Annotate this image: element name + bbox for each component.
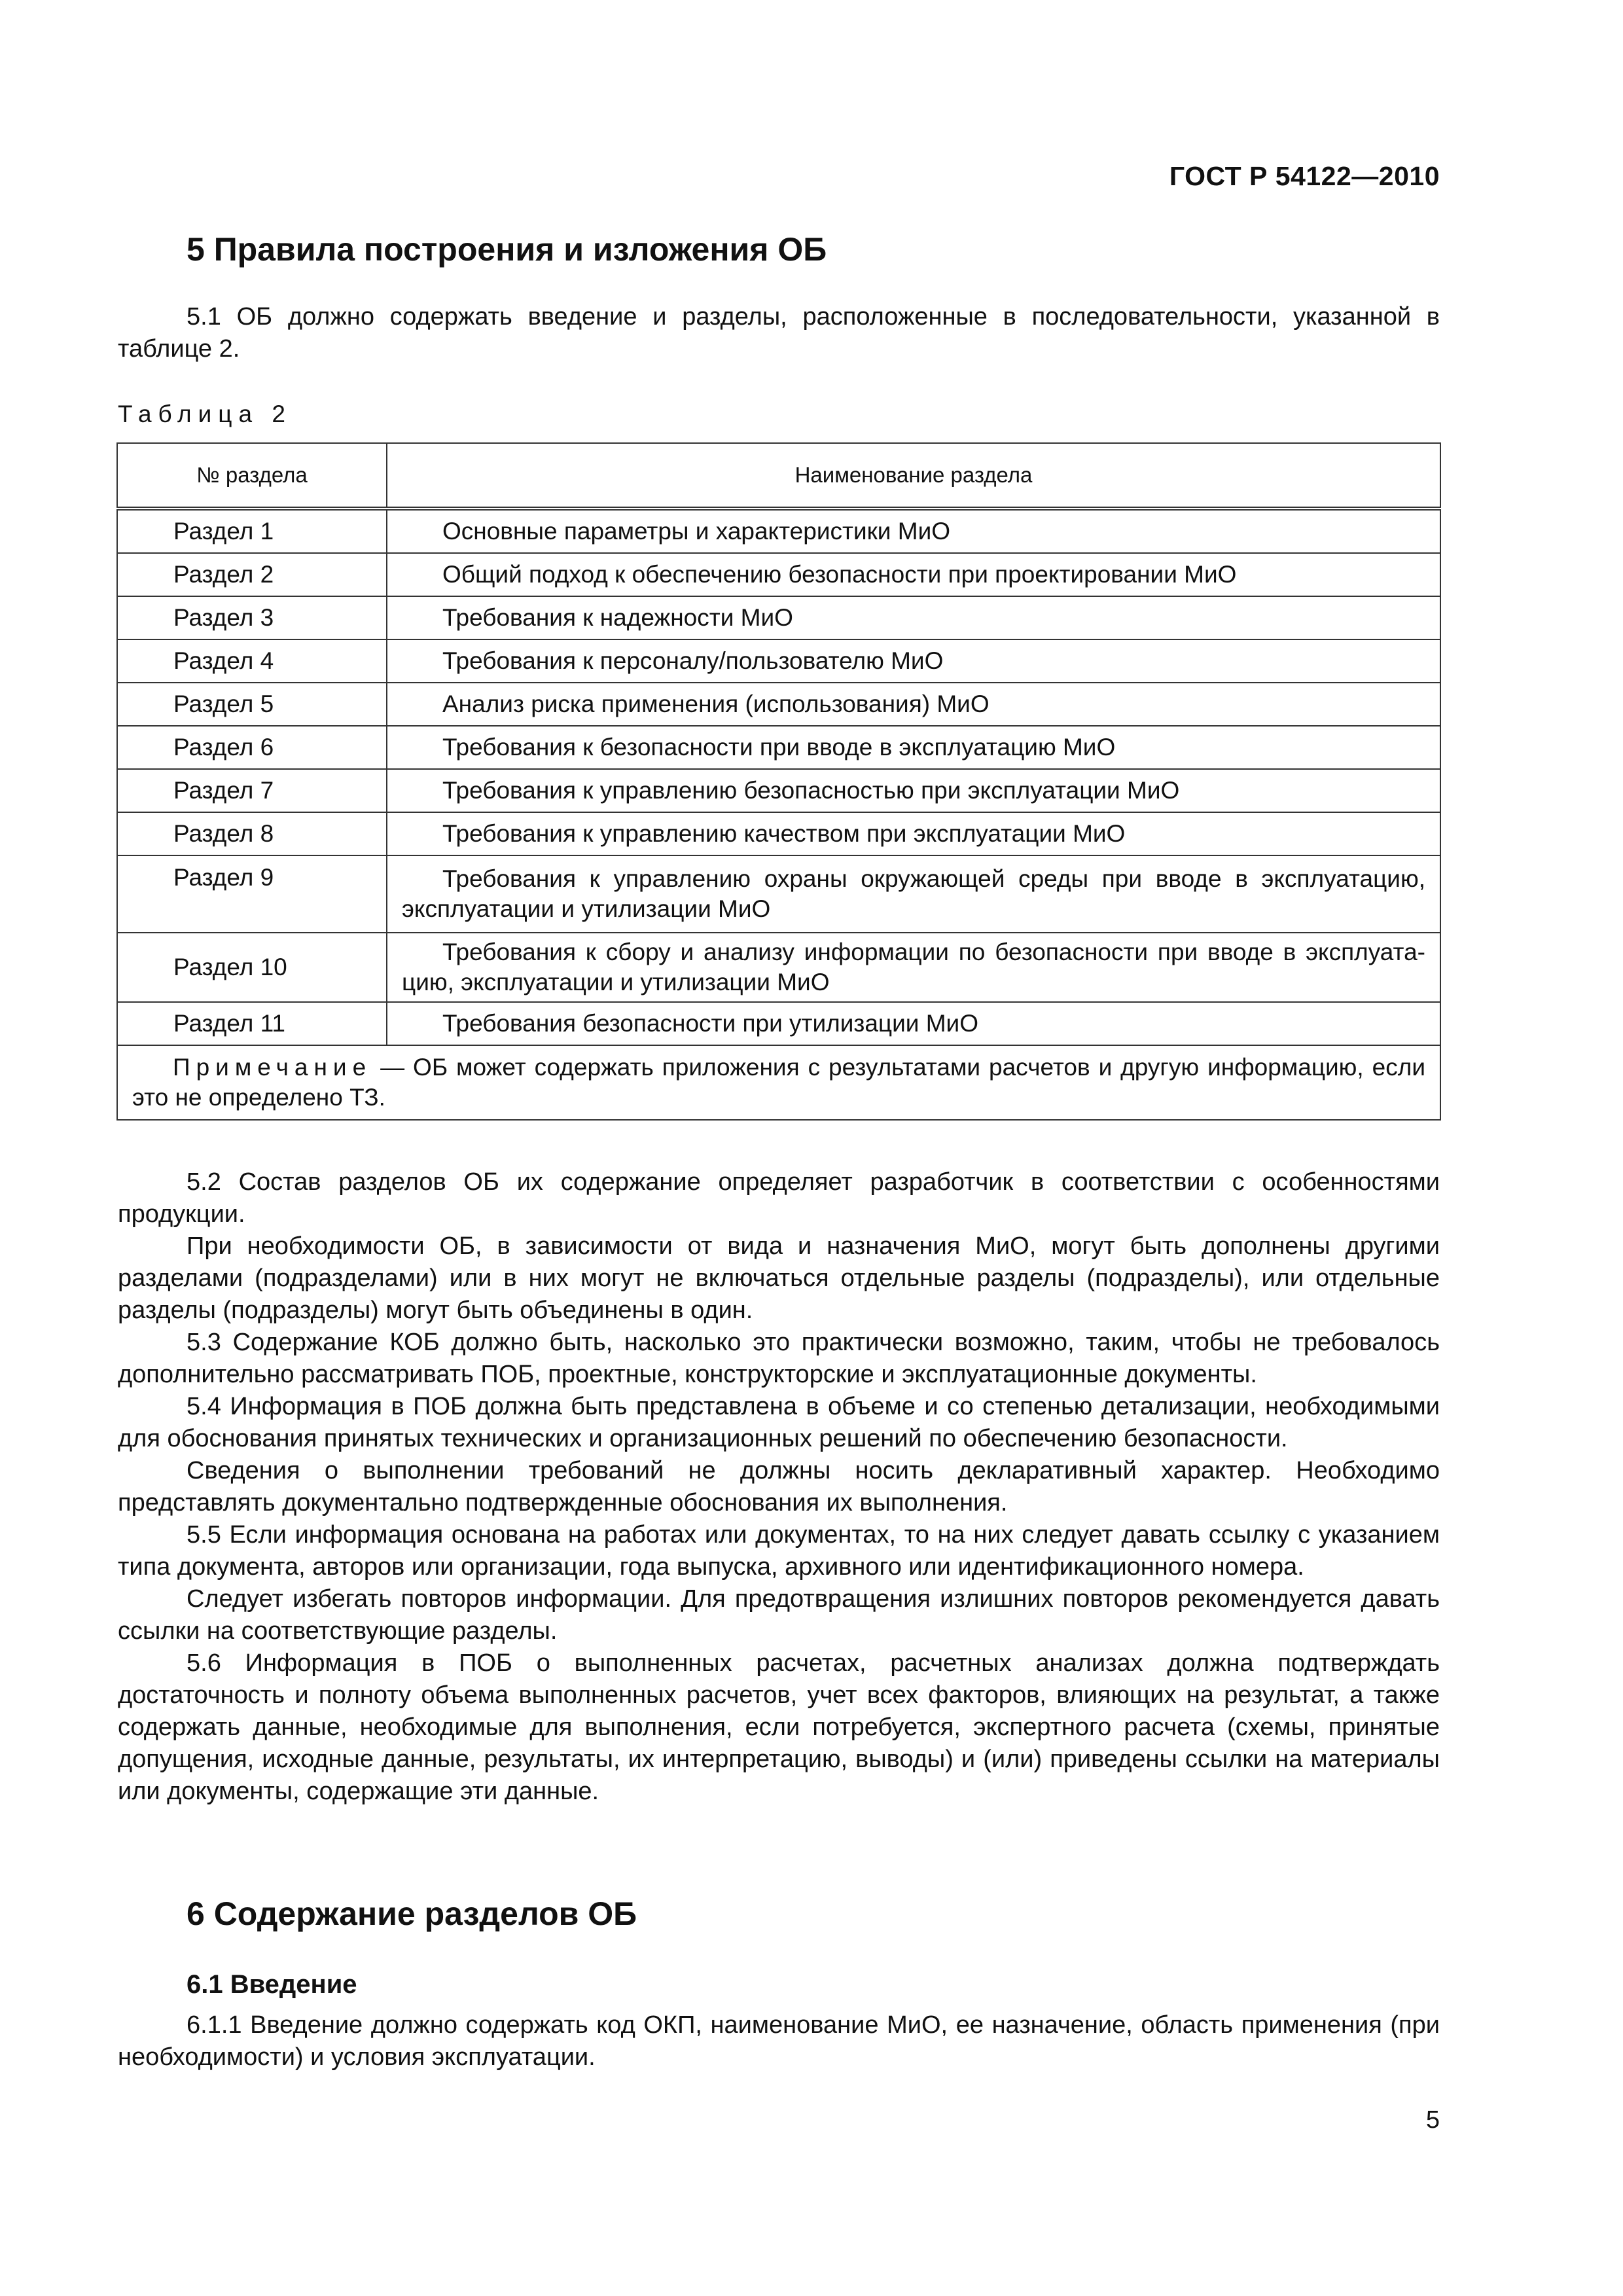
paragraph: При необходимости ОБ, в зависимости от вида и назначения МиО, могут быть дополнены другими разделами (подразделами) или в них могут не включаться отдельные разделы (подразделы), или отдельные разделы (подразделы) могут быть объединены в один. <box>118 1232 1440 1324</box>
section-6-heading: 6 Содержание разделов ОБ <box>187 1895 637 1932</box>
section-number-cell: Раздел 2 <box>117 553 387 596</box>
table-note-row <box>117 1045 1440 1120</box>
table-row <box>117 509 1440 553</box>
table-row <box>117 812 1440 855</box>
section-name-cell: Требования к управлению качеством при эксплуатации МиО <box>387 812 1440 855</box>
section-number-cell: Раздел 8 <box>117 812 387 855</box>
paragraph-6-1-1: 6.1.1 Введение должно содержать код ОКП, наименование МиО, ее назначение, область применения (при необходимости) и условия эксплуатации. <box>118 2011 1440 2071</box>
paragraph-6-1-1-block <box>118 2009 1440 2073</box>
paragraph: 5.2 Состав разделов ОБ их содержание определяет разработчик в соответствии с особенностями продукции. <box>118 1168 1440 1228</box>
table-row <box>117 683 1440 726</box>
section-name-cell: Требования к безопасности при вводе в эксплуатацию МиО <box>387 726 1440 769</box>
table-row <box>117 639 1440 683</box>
paragraph: 5.5 Если информация основана на работах или документах, то на них следует давать ссылку с указанием типа документа, авторов или организации, года выпуска, архивного или идентификационного номера. <box>118 1521 1440 1581</box>
column-header-name: Наименование раздела <box>387 443 1440 509</box>
table-row <box>117 553 1440 596</box>
section-number-cell: Раздел 6 <box>117 726 387 769</box>
section-name-cell: Требования к управлению охраны окружающей среды при вводе в эксплуатацию, эксплуатации и утилизации МиО <box>387 855 1440 933</box>
section-number-cell: Раздел 1 <box>117 509 387 553</box>
section-name-cell: Общий подход к обеспечению безопасности при проектировании МиО <box>387 553 1440 596</box>
paragraph: 5.4 Информация в ПОБ должна быть представлена в объеме и со степенью детализации, необходимыми для обоснования принятых технических и организационных решений по обеспечению безопасности. <box>118 1393 1440 1452</box>
section-name-cell: Анализ риска применения (использования) МиО <box>387 683 1440 726</box>
note-label: Примечание <box>173 1054 372 1081</box>
section-name-cell: Требования к сбору и анализу информации по безопасности при вводе в эксплуата-цию, эксплуатации и утилизации МиО <box>387 933 1440 1002</box>
sections-table <box>116 442 1441 1121</box>
table-row <box>117 855 1440 933</box>
table-header-row <box>117 443 1440 509</box>
section-number-cell: Раздел 7 <box>117 769 387 812</box>
section-number-cell: Раздел 3 <box>117 596 387 639</box>
paragraph: Следует избегать повторов информации. Для предотвращения излишних повторов рекомендуется давать ссылки на соответствующие разделы. <box>118 1585 1440 1645</box>
page-number: 5 <box>1425 2106 1440 2134</box>
section-5-heading: 5 Правила построения и изложения ОБ <box>187 231 827 268</box>
section-number-cell: Раздел 5 <box>117 683 387 726</box>
table-caption: Таблица 2 <box>118 401 292 427</box>
section-number-cell: Раздел 9 <box>117 855 387 933</box>
paragraph-5-1: 5.1 ОБ должно содержать введение и разделы, расположенные в последовательности, указанной в таблице 2. <box>118 303 1440 363</box>
table-row <box>117 596 1440 639</box>
section-number-cell: Раздел 10 <box>117 933 387 1002</box>
table-note-cell <box>117 1045 1440 1120</box>
document-code-header: ГОСТ Р 54122—2010 <box>1169 161 1440 191</box>
section-name-cell: Основные параметры и характеристики МиО <box>387 509 1440 553</box>
section-name-cell: Требования к управлению безопасностью при эксплуатации МиО <box>387 769 1440 812</box>
subsection-6-1-heading: 6.1 Введение <box>187 1970 357 1999</box>
section-number-cell: Раздел 11 <box>117 1002 387 1045</box>
paragraph: Сведения о выполнении требований не должны носить декларативный характер. Необходимо представлять документально подтвержденные обоснования их выполнения. <box>118 1457 1440 1516</box>
section-name-cell: Требования к персоналу/пользователю МиО <box>387 639 1440 683</box>
paragraph-5-1-block <box>118 301 1440 365</box>
section-name-cell: Требования к надежности МиО <box>387 596 1440 639</box>
paragraph: 5.6 Информация в ПОБ о выполненных расчетах, расчетных анализах должна подтверждать достаточность и полноту объема выполненных расчетов, учет всех факторов, влияющих на результат, а также содержать данные, необходимые для выполнения, если потребуется, экспертного расчета (схемы, принятые допущения, исходные данные, результаты, их интерпретацию, выводы) и (или) приведены ссылки на материалы или документы, содержащие эти данные. <box>118 1649 1440 1805</box>
section-number-cell: Раздел 4 <box>117 639 387 683</box>
table-row <box>117 933 1440 1002</box>
paragraph: 5.3 Содержание КОБ должно быть, насколько это практически возможно, таким, чтобы не требовалось дополнительно рассматривать ПОБ, проектные, конструкторские и эксплуатационные документы. <box>118 1329 1440 1388</box>
section-5-body <box>118 1166 1440 1808</box>
column-header-number: № раздела <box>117 443 387 509</box>
table-row <box>117 769 1440 812</box>
table-row <box>117 726 1440 769</box>
section-name-cell: Требования безопасности при утилизации МиО <box>387 1002 1440 1045</box>
table-row <box>117 1002 1440 1045</box>
note-text: — ОБ может содержать приложения с результатами расчетов и другую информацию, если это не определено ТЗ. <box>132 1054 1425 1111</box>
